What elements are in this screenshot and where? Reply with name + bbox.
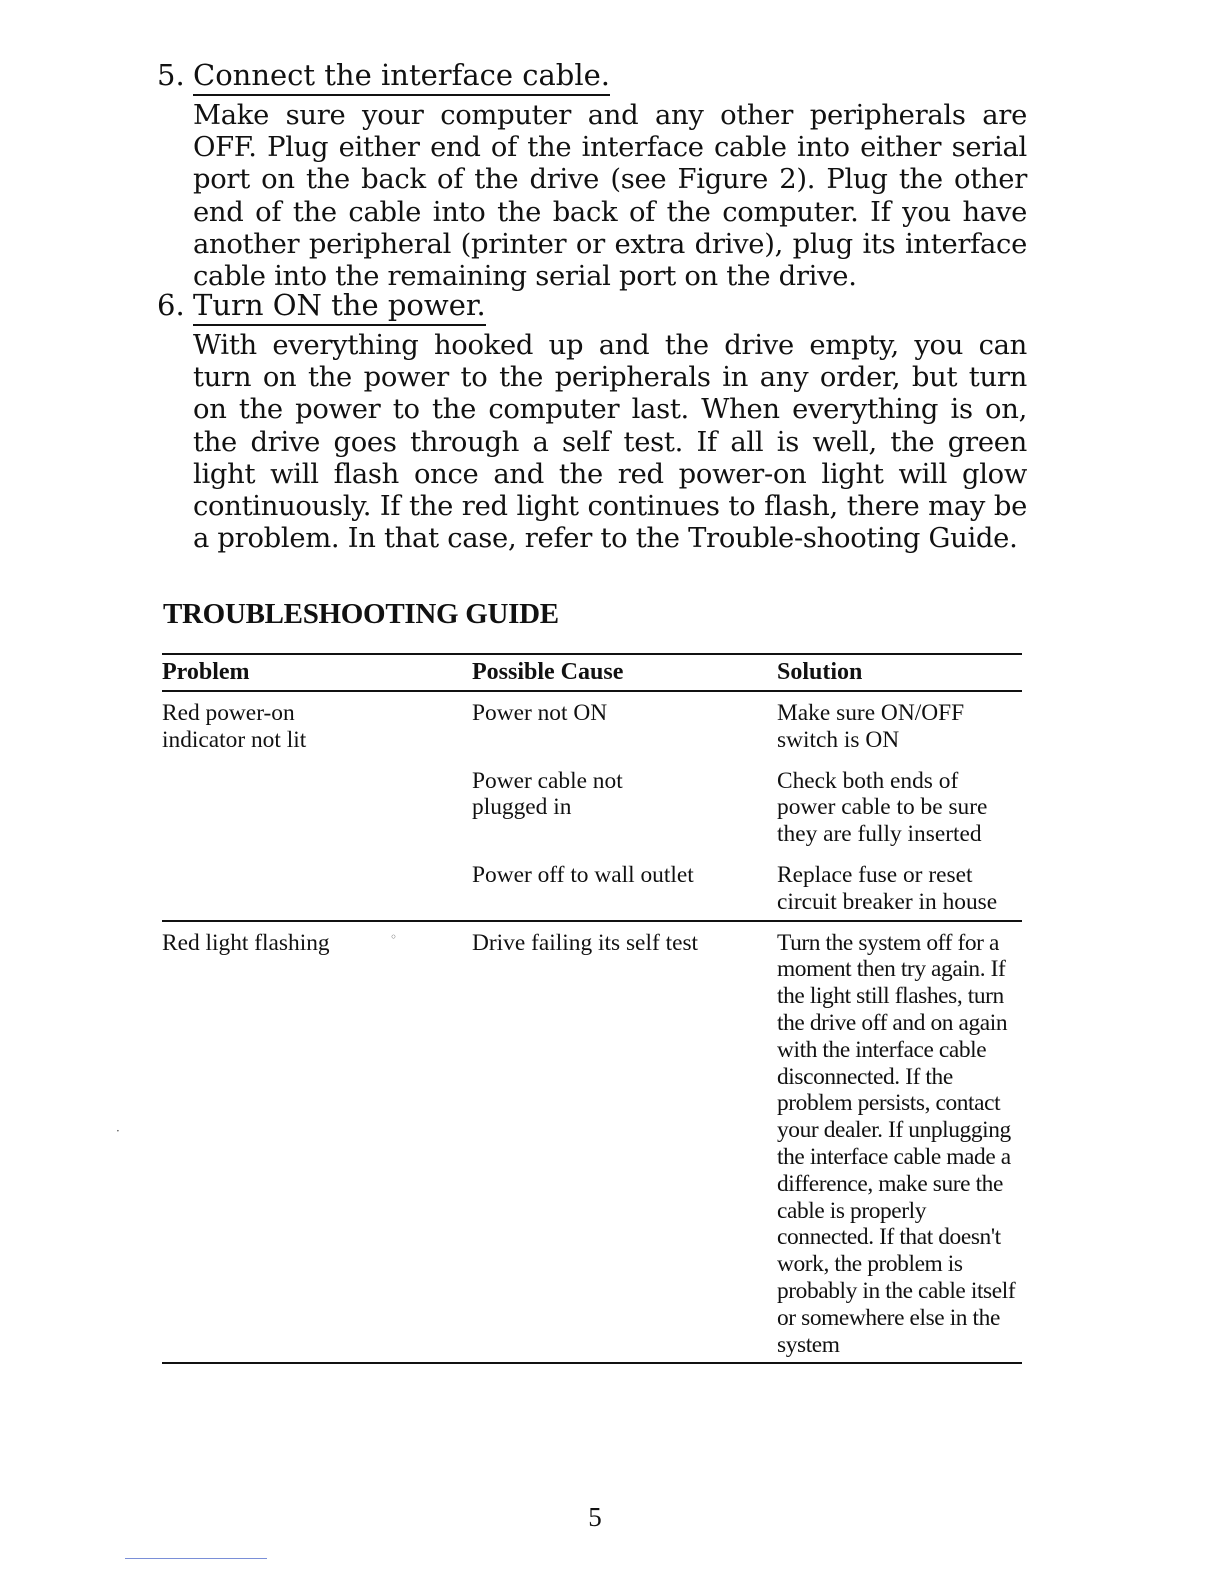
- cause-cell: Power cable not plugged in: [472, 767, 623, 821]
- cause-solution-list: [472, 700, 1022, 916]
- table-row: [472, 930, 1022, 1359]
- table-row: [472, 768, 1022, 848]
- step-5-title: Connect the interface cable.: [193, 58, 610, 96]
- cause-solution-list: [472, 930, 1022, 1359]
- scan-speck: ◦: [390, 930, 398, 944]
- table-row-group: [162, 922, 1022, 1363]
- troubleshooting-table: [162, 653, 1022, 1364]
- step-6-title: Turn ON the power.: [193, 288, 486, 326]
- cause-cell: Drive failing its self test: [472, 929, 699, 956]
- step-6-number: 6.: [157, 288, 185, 322]
- scan-speck: ·: [116, 1124, 120, 1138]
- step-5-heading: [157, 58, 1027, 96]
- table-header-row: [162, 655, 1022, 692]
- scan-edge-line: [125, 1558, 267, 1559]
- problem-cell: Red power-on indicator not lit: [162, 700, 307, 753]
- step-6-heading: [157, 288, 1027, 326]
- solution-cell: Check both ends of power cable to be sure they are fully inserted: [777, 767, 988, 848]
- step-5-body: Make sure your computer and any other peripherals are OFF. Plug either end of the interface cable into either serial port on the back of the drive (see Figure 2). Plug the other end of the cable into the back of the computer. If you have another peripheral (printer or extra drive), plug its interface cable into the remaining serial port on the drive.: [193, 100, 1027, 293]
- cause-cell: Power not ON: [472, 700, 608, 726]
- page-number: 5: [588, 1502, 602, 1532]
- step-6: [157, 288, 1027, 555]
- table-bottom-rule: [162, 1362, 1022, 1364]
- problem-cell: Red light flashing: [162, 929, 330, 956]
- step-5: [157, 58, 1027, 293]
- cause-cell: Power off to wall outlet: [472, 861, 694, 888]
- solution-cell: Make sure ON/OFF switch is ON: [777, 700, 965, 753]
- step-5-number: 5.: [157, 58, 185, 92]
- step-6-body: With everything hooked up and the drive empty, you can turn on the power to the peripherals in any order, but turn on the power to the computer last. When everything is on, the drive goes through a self test. If all is well, the green light will flash once and the red power-on light will glow continuously. If the red light continues to flash, there may be a problem. In that case, refer to the Trouble-shooting Guide.: [193, 330, 1027, 555]
- troubleshooting-guide-title: TROUBLESHOOTING GUIDE: [163, 598, 559, 630]
- table-row-group: [162, 692, 1022, 922]
- table-row: [472, 862, 1022, 916]
- solution-cell: Replace fuse or reset circuit breaker in house: [777, 861, 998, 915]
- solution-cell: Turn the system off for a moment then try again. If the light still flashes, turn the drive off and on again with the interface cable disconnected. If the problem persists, contact your dealer. If unplugging the interface cable made a difference, make sure the cable is properly connected. If that doesn't work, the problem is probably in the cable itself or somewhere else in the system: [777, 929, 1016, 1358]
- header-problem: Problem: [162, 659, 250, 685]
- header-solution: Solution: [777, 659, 863, 685]
- table-row: [472, 700, 1022, 754]
- header-possible-cause: Possible Cause: [472, 659, 624, 685]
